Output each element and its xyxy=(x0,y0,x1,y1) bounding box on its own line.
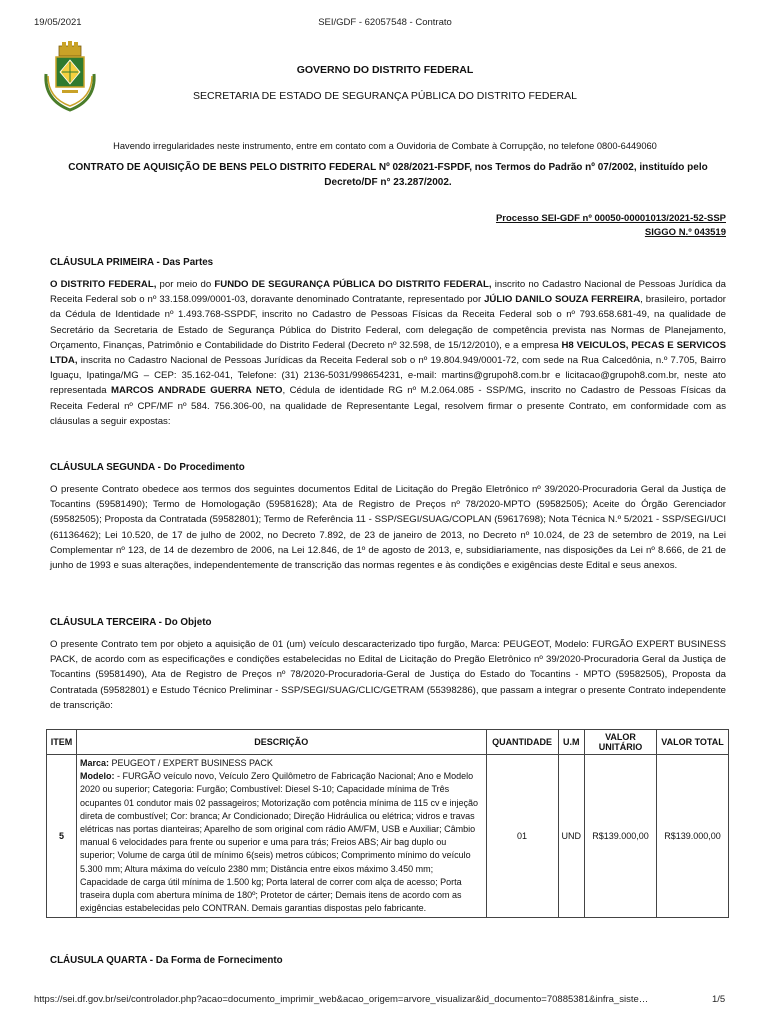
party-contratada: H8 VEICULOS, PECAS E SERVICOS LTDA, xyxy=(50,339,727,367)
clausula-primeira-heading: CLÁUSULA PRIMEIRA - Das Partes xyxy=(50,257,214,268)
col-descricao: DESCRIÇÃO xyxy=(76,730,486,755)
items-table-wrapper xyxy=(46,729,730,918)
party-fundo: FUNDO DE SEGURANÇA PÚBLICA DO DISTRITO FEDERAL, xyxy=(214,279,492,290)
text-span: por meio do xyxy=(156,279,215,290)
process-refs xyxy=(50,212,726,240)
col-valor-unitario: VALOR UNITÁRIO xyxy=(585,730,657,755)
clausula-terceira xyxy=(50,617,726,713)
print-date: 19/05/2021 xyxy=(34,17,82,28)
col-item: ITEM xyxy=(47,730,77,755)
table-header-row xyxy=(47,730,729,755)
table-row xyxy=(47,755,729,918)
cell-descricao xyxy=(76,755,486,918)
text-span: , Cédula de identidade RG nº M.2.064.085 - SSP/MG, inscrito no Cadastro de Pessoas Físicas da Receita Federal nº CPF/MF nº 584. 756.306-00, na qualidade de Representante Legal, resolvem firmar o presente Contrato, em conformidade com as cláusulas a seguir expostas: xyxy=(50,385,726,427)
gdf-coat-of-arms-icon xyxy=(42,40,98,118)
marca-value: PEUGEOT / EXPERT BUSINESS PACK xyxy=(109,758,273,768)
cell-quantidade: 01 xyxy=(486,755,558,918)
clausula-primeira-text xyxy=(50,277,726,429)
modelo-value: - FURGÃO veículo novo, Veículo Zero Quilômetro de Fabricação Nacional; Ano e Modelo 2020 ou superior; Categoria: Furgão; Combustível: Diesel S-10; Capacidade mínima de Três ocupantes 01 condutor mais 02 passageiros; Motorização com potência mínima de 115 cv e injeção direta de combustível; Cor: branca; Ar Condicionado; Direção Hidráulica ou elétrica; vidros e travas elétricas nas portas dianteiras; Aparelho de som original com rádio AM/FM, USB e Auxiliar; Câmbio manual 6 velocidades para frente ou superior e uma para trás; Freios ABS; Air bag duplo ou superior; Volume de carga útil de mínimo 6(seis) metros cúbicos; Comprimento mínimo do veículo 5.300 mm; Altura máxima do veículo 2380 mm; Distância entre eixos máximo 3.450 mm; Capacidade de carga útil mínima de 1.500 kg; Porta lateral de correr com alça de acesso; Porta traseira dupla com abertura mínima de 180º; Protetor de cárter; Demais itens de acordo com as exigências estabelecidas pelo CONTRAN. Demais garantias dispostas pelo fabricante. xyxy=(79,771,479,914)
cell-valor-unitario: R$139.000,00 xyxy=(585,755,657,918)
col-quantidade: QUANTIDADE xyxy=(486,730,558,755)
contract-title xyxy=(46,160,730,190)
clausula-segunda-heading: CLÁUSULA SEGUNDA - Do Procedimento xyxy=(50,462,245,473)
marca-label: Marca: xyxy=(79,758,109,768)
clausula-segunda xyxy=(50,462,726,573)
clausula-terceira-heading: CLÁUSULA TERCEIRA - Do Objeto xyxy=(50,617,212,628)
processo-number: Processo SEI-GDF nº 00050-00001013/2021-52-SSP xyxy=(495,213,726,224)
cell-um: UND xyxy=(558,755,585,918)
gov-header-line1: GOVERNO DO DISTRITO FEDERAL xyxy=(296,64,474,76)
clausula-quarta-heading: CLÁUSULA QUARTA - Da Forma de Fornecimento xyxy=(50,955,283,966)
text-span: , brasileiro, portador da Cédula de Identidade nº 1.493.768-SSPDF, inscrito no Cadastro de Pessoas Físicas da Receita Federal sob o nº 793.658.681-49, na qualidade de Secretário da Secretaria de Estado de Segurança Pública do Distrito Federal, com delegação de competência prevista nas Normas de Planejamento, Orçamento, Finanças, Patrimônio e Contabilidade do Distrito Federal (Decreto nº 32.598, de 15/12/2010), e a empresa xyxy=(50,294,726,351)
clausula-segunda-text: O presente Contrato obedece aos termos dos seguintes documentos Edital de Licitação do Pregão Eletrônico nº 39/2020-Procuradoria Geral da Justiça de Tocantins (59581490); Termo de Homologação (59581628); Ata de Registro de Preços nº 78/2020-MPTO (59582505); Aceite do Órgão Gerenciador (59582505); Proposta da Contratada (59582801); Termo de Referência 11 - SSP/SEGI/SUAG/COPLAN (59617698); Nota Técnica N.º 5/2021 - SSP/SEGI/UCI (61136462); Lei 10.520, de 17 de julho de 2002, no Decreto 7.892, de 23 de janeiro de 2013, no Decreto nº 10.024, de 23 de setembro de 2019, na Lei Complementar nº 123, de 14 de dezembro de 2006, na Lei 12.846, de 1º de agosto de 2013, e, subsidiariamente, nas disposições da Lei nº 8.666, de 21 de junho de 1993 e suas alterações, independentemente de transcrição das normas regentes e às condições e exigências deste Edital e seus anexos. xyxy=(50,484,726,572)
cell-item: 5 xyxy=(47,755,77,918)
contract-title-line2: Decreto/DF n° 23.287/2002. xyxy=(324,177,452,188)
items-table xyxy=(46,729,729,918)
representative-contratada: MARCOS ANDRADE GUERRA NETO xyxy=(111,385,283,397)
party-df: O DISTRITO FEDERAL, xyxy=(50,279,157,290)
representative-contratante: JÚLIO DANILO SOUZA FERREIRA xyxy=(484,294,641,306)
print-url: https://sei.df.gov.br/sei/controlador.php?acao=documento_imprimir_web&acao_origem=arvore_visualizar&id_documento=70885381&infra_siste… xyxy=(34,994,649,1005)
siggo-number: SIGGO N.º 043519 xyxy=(644,227,726,238)
clausula-terceira-text: O presente Contrato tem por objeto a aquisição de 01 (um) veículo descaracterizado tipo furgão, Marca: PEUGEOT, Modelo: FURGÃO EXPERT BUSINESS PACK, de acordo com as especificações e condições estabelecidas no Edital de Licitação do Pregão Eletrônico nº 39/2020-Procuradoria Geral da Justiça de Tocantins (59581490), Ata de Registro de Preços nº 78/2020-Procuradoria-Geral de Justiça do Estado do Tocantins - MPTO (59582505), Proposta da Contratada (59582801) e Estudo Técnico Preliminar - SSP/SEGI/SUAG/CLIC/GETRAM (55398286), que passam a integrar o presente Contrato independente de transcrição: xyxy=(50,639,726,711)
contract-title-line1: CONTRATO DE AQUISIÇÃO DE BENS PELO DISTRITO FEDERAL Nº 028/2021-FSPDF, nos Termos do Padrão nº 07/2002, instituído pelo xyxy=(68,162,708,173)
clausula-quarta xyxy=(50,955,726,966)
col-valor-total: VALOR TOTAL xyxy=(657,730,729,755)
text-span: inscrito no Cadastro Nacional de Pessoas Jurídica da Receita Federal sob o nº 33.158.099/0001-03, doravante denominado Contratante, representado por xyxy=(50,279,727,306)
clausula-primeira xyxy=(50,257,726,429)
modelo-label: Modelo: xyxy=(79,771,115,782)
cell-valor-total: R$139.000,00 xyxy=(657,755,729,918)
col-um: U.M xyxy=(558,730,585,755)
print-page-number: 1/5 xyxy=(712,994,726,1005)
print-title: SEI/GDF - 62057548 - Contrato xyxy=(318,17,452,28)
text-span: inscrita no Cadastro Nacional de Pessoas Jurídicas da Receita Federal sob o nº 19.804.949/0001-72, com sede na Rua Calcedônia, n.º 7.705, Bairro Iguaçu, Ipatinga/MG – CEP: 35.162-041, Telefone: (31) 2136-5031/998654231, e-mail: martins@grupoh8.com.br e licitacao@grupoh8.com.br, neste ato representada xyxy=(50,355,726,397)
gov-header-line2: SECRETARIA DE ESTADO DE SEGURANÇA PÚBLICA DO DISTRITO FEDERAL xyxy=(193,90,577,102)
ouvidoria-notice: Havendo irregularidades neste instrumento, entre em contato com a Ouvidoria de Combate à Corrupção, no telefone 0800-6449060 xyxy=(113,141,657,151)
